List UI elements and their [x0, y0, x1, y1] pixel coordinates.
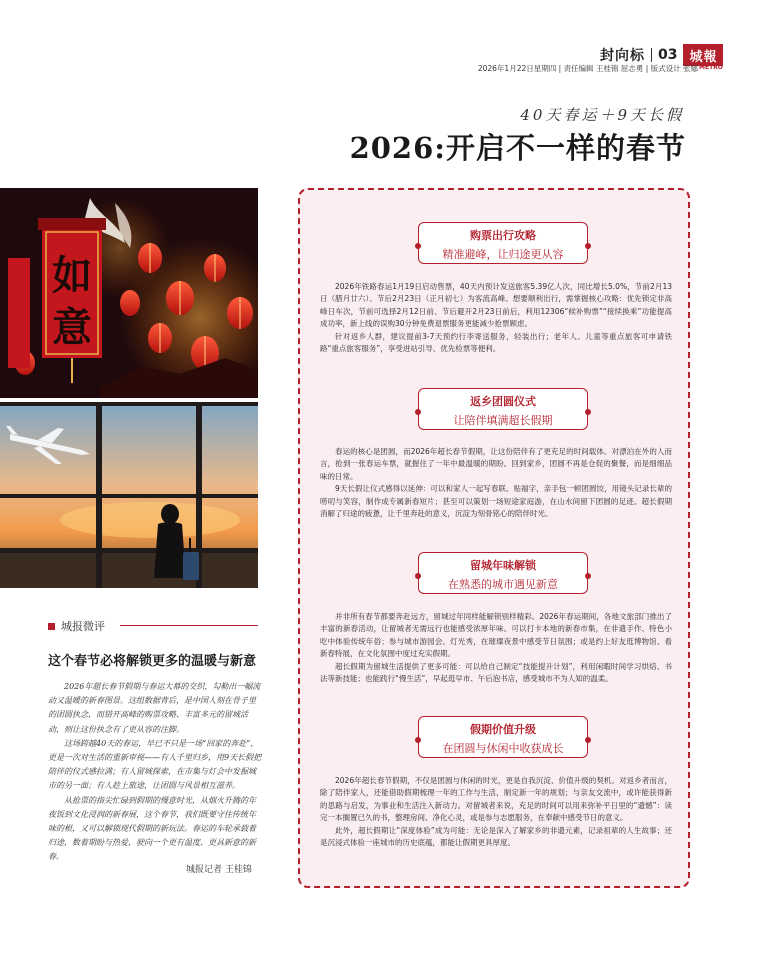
body-paragraph: 此外，超长假期让“深度体验”成为可能：无论是深入了解家乡的非遗元素，记录祖辈的人生故事；还是沉浸式体验一座城市的历史底蕴，都能让假期更具厚度。 — [320, 825, 672, 848]
banner-subheading: 让陪伴填满超长假期 — [453, 414, 553, 427]
body-paragraph: 春运的核心是团圆，而2026年超长春节假期，让这份陪伴有了更充足的时间载体。对漂泊在外的人而言，抢到一张春运车票，就握住了一年中最温暖的期盼。回到家乡，团圆不再是仓促的聚餐，而是细细品味的日常。 — [320, 447, 672, 481]
page-number: 03 — [658, 47, 678, 63]
newspaper-logo: 城報 — [683, 44, 723, 66]
page-title: 2026:开启不一样的春节 — [349, 131, 686, 165]
banner-heading: 购票出行攻略 — [470, 229, 536, 242]
body-paragraph: 并非所有春节都要奔赴远方，留城过年同样能解锁别样精彩。2026年春运期间，各地文旅部门推出了丰富的新春活动，让留城者无需远行也能感受浓厚年味。可以打卡本地的新春市集，在非遗手作、特色小吃中体验传统年俗；参与城市游园会、灯光秀，在璀璨夜景中感受节日氛围；或是约上好友逛博物馆、看新春特展，在文化氛围中度过充实假期。 — [320, 612, 672, 659]
commentary-tag-label: 城报微评 — [61, 620, 105, 633]
section-banner-stay-in-city — [418, 552, 588, 594]
lantern-photo — [0, 188, 258, 398]
lantern-scene-illustration — [0, 188, 258, 398]
dateline: 2026年1月22日星期四 | 责任编辑 王桂锦 屈志勇 | 版式设计 张娜 — [477, 64, 698, 73]
body-paragraph: 9天长假让仪式感得以延伸：可以和家人一起写春联、贴福字，亲手包一顿团圆饺，用镜头记录长辈的唠叨与笑容，制作成专属新春短片；甚至可以策划一场短途家庭游，在山水间留下团圆的足迹。超长假期消解了归途的疲惫，让千里奔赴的意义，沉淀为刻骨铭心的陪伴时光。 — [320, 484, 672, 519]
section-body-stay-in-city — [320, 611, 672, 685]
headline-kicker: 40天春运＋9天长假 — [520, 106, 684, 124]
body-paragraph: 超长假期为留城生活提供了更多可能：可以给自己制定“技能提升计划”，利用闲暇时间学习烘焙、书法等新技能；也能践行“慢生活”，早起逛早市、午后泡书店，感受城市不为人知的温柔。 — [320, 661, 672, 684]
banner-heading: 留城年味解锁 — [470, 559, 536, 572]
banner-subheading: 在熟悉的城市遇见新意 — [448, 578, 558, 591]
banner-subheading: 精准避峰，让归途更从容 — [442, 248, 564, 261]
commentary-paragraph: 2026年超长春节假期与春运大幕的交织，勾勒出一幅流动又温暖的新春图景。这组数据背后，是中国人刻在骨子里的团圆执念，而错开高峰的购票攻略、丰富多元的留城活动，则让这份执念有了更从容的注脚。 — [48, 682, 261, 734]
commentary-paragraph: 这场跨越40天的春运，早已不只是一场“回家的奔赴”，更是一次对生活的重新审视——有人千里归乡，用9天长假把陪伴的仪式感拉满；有人留城探索，在市集与灯会中发掘城市的另一面；有人趁上旅途，让团圆与风景相互滋养。 — [48, 738, 262, 791]
section-body-value-upgrade — [320, 775, 672, 849]
logo-subtitle: METRO — [699, 64, 723, 71]
header-divider — [651, 48, 652, 62]
tag-square-icon — [48, 623, 55, 630]
section-body-reunion — [320, 446, 672, 520]
banner-heading: 返乡团圆仪式 — [470, 395, 536, 408]
banner-heading: 假期价值升级 — [470, 723, 536, 736]
section-banner-value-upgrade — [418, 716, 588, 758]
section-banner-reunion — [418, 388, 588, 430]
commentary-body — [48, 680, 262, 865]
body-paragraph: 2026年铁路春运1月19日启动售票，40天内预计发送旅客5.39亿人次，同比增长5.0%，节前2月13日（腊月廿六）、节后2月23日（正月初七）为客流高峰。想要顺利出行，需掌握核心攻略：优先锁定非高峰日车次，节前可选择2月12日前、节后避开2月23日前后，利用12306“候补购票”“接续换乘”功能提高成功率，新上线的误购30分钟免费退票服务更能减少抢票顾虑。 — [320, 282, 672, 329]
section-banner-ticketing — [418, 222, 588, 264]
commentary-tag — [48, 618, 105, 634]
body-paragraph: 针对返乡人群，建议提前3-7天预约行李寄送服务，轻装出行；老年人、儿童等重点旅客可申请铁路“重点旅客服务”，享受进站引导、优先检票等便利。 — [320, 331, 672, 354]
couplet-sign-text: 如意 — [52, 252, 92, 351]
commentary-paragraph: 从抢票的指尖忙碌到假期的慢意时光，从烟火升腾的年夜饭到文化浸润的新春展，这个春节，我们既要守住传统年味的根，又可以解锁现代假期的新玩法。春运的车轮承载着归途，数着期盼与热爱，驶向一个更有温度、更具新意的新春。 — [48, 795, 256, 862]
banner-subheading: 在团圆与休闲中收获成长 — [442, 742, 564, 755]
section-body-ticketing — [320, 281, 672, 355]
airport-photo — [0, 402, 258, 588]
commentary-title: 这个春节必将解锁更多的温暖与新意 — [48, 654, 257, 669]
body-paragraph: 2026年超长春节假期，不仅是团圆与休闲的时光，更是自我沉淀、价值升级的契机。对返乡者而言，除了陪伴家人，还能借助假期梳理一年的工作与生活，制定新一年的规划；与亲友交流中，或许能获得新的思路与启发，为事业和生活注入新动力。对留城者来说，充足的时间可以用来弥补平日里的“遗憾”：读完一本搁置已久的书，整理房间、净化心灵，或是参与志愿服务，在奉献中感受节日的意义。 — [320, 776, 672, 823]
commentary-byline: 城报记者 王桂锦 — [186, 865, 252, 875]
airport-scene-illustration — [0, 402, 258, 588]
section-name: 封向标 — [600, 48, 645, 64]
